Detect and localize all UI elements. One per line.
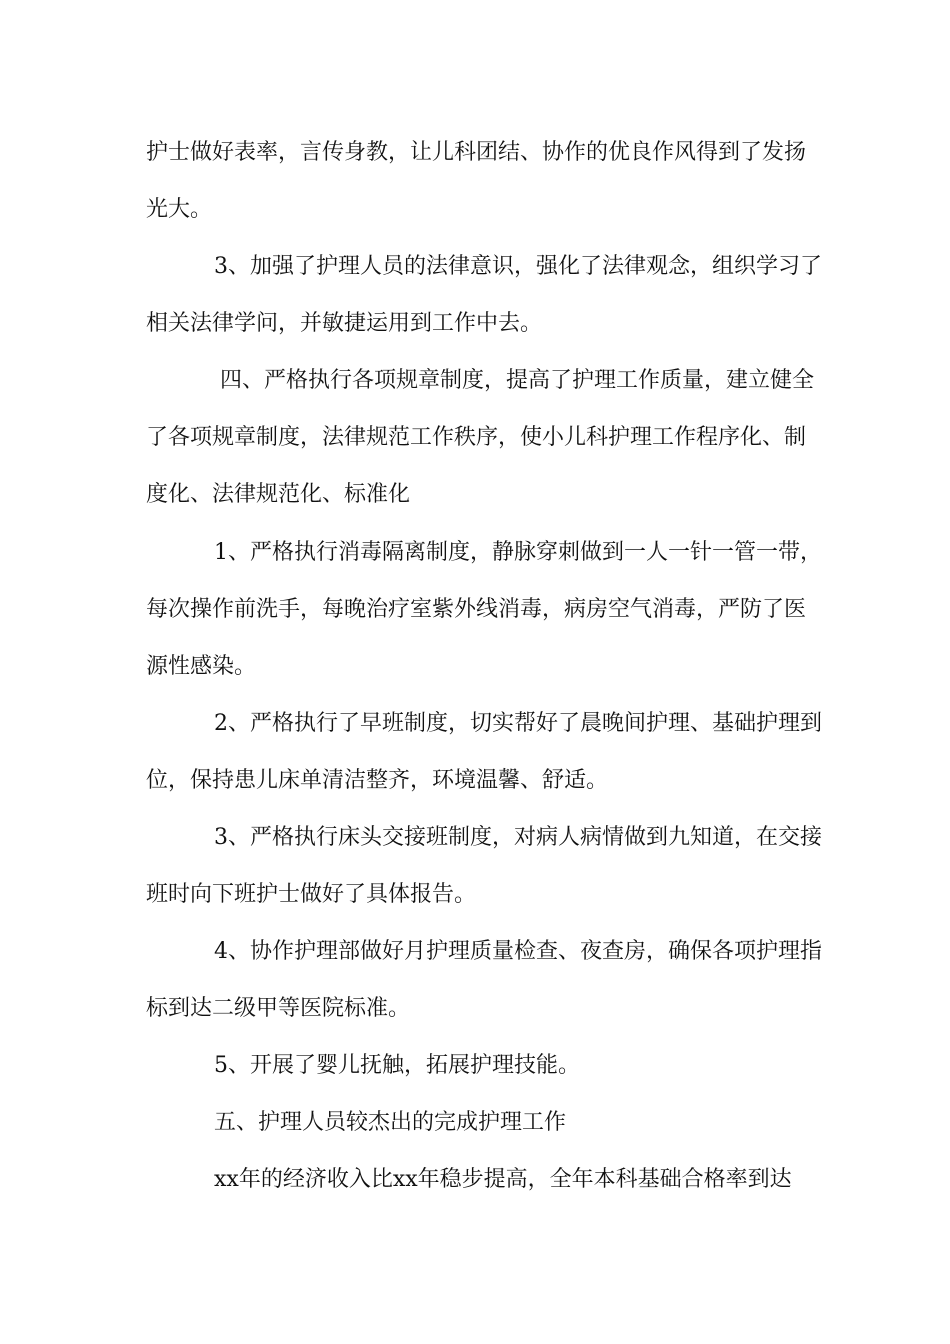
paragraph-item-5-touch: 5、开展了婴儿抚触，拓展护理技能。	[214, 1053, 580, 1078]
paragraph-item-1-disinfection: 1、严格执行消毒隔离制度，静脉穿刺做到一人一针一管一带，每次操作前洗手，每晚治疗室紫外线消毒，病房空气消毒，严防了医源性感染。	[146, 540, 822, 679]
section-heading-5: 五、护理人员较杰出的完成护理工作	[214, 1110, 567, 1135]
paragraph-item-3-law: 3、加强了护理人员的法律意识，强化了法律观念，组织学习了相关法律学问，并敏捷运用到工作中去。	[146, 254, 822, 336]
paragraph-item-4-quality: 4、协作护理部做好月护理质量检查、夜查房，确保各项护理指标到达二级甲等医院标准。	[146, 939, 822, 1021]
section-heading-4: 四、严格执行各项规章制度，提高了护理工作质量，建立健全了各项规章制度，法律规范工作秩序，使小儿科护理工作程序化、制度化、法律规范化、标准化	[146, 368, 815, 507]
paragraph-item-2-early-shift: 2、严格执行了早班制度，切实帮好了晨晚间护理、基础护理到位，保持患儿床单清洁整齐，环境温馨、舒适。	[146, 711, 822, 793]
paragraph-continuation: 护士做好表率，言传身教，让儿科团结、协作的优良作风得到了发扬光大。	[146, 140, 807, 222]
paragraph-income: xx年的经济收入比xx年稳步提高，全年本科基础合格率到达	[214, 1167, 792, 1192]
paragraph-item-3-handover: 3、严格执行床头交接班制度，对病人病情做到九知道，在交接班时向下班护士做好了具体报告。	[146, 825, 822, 907]
